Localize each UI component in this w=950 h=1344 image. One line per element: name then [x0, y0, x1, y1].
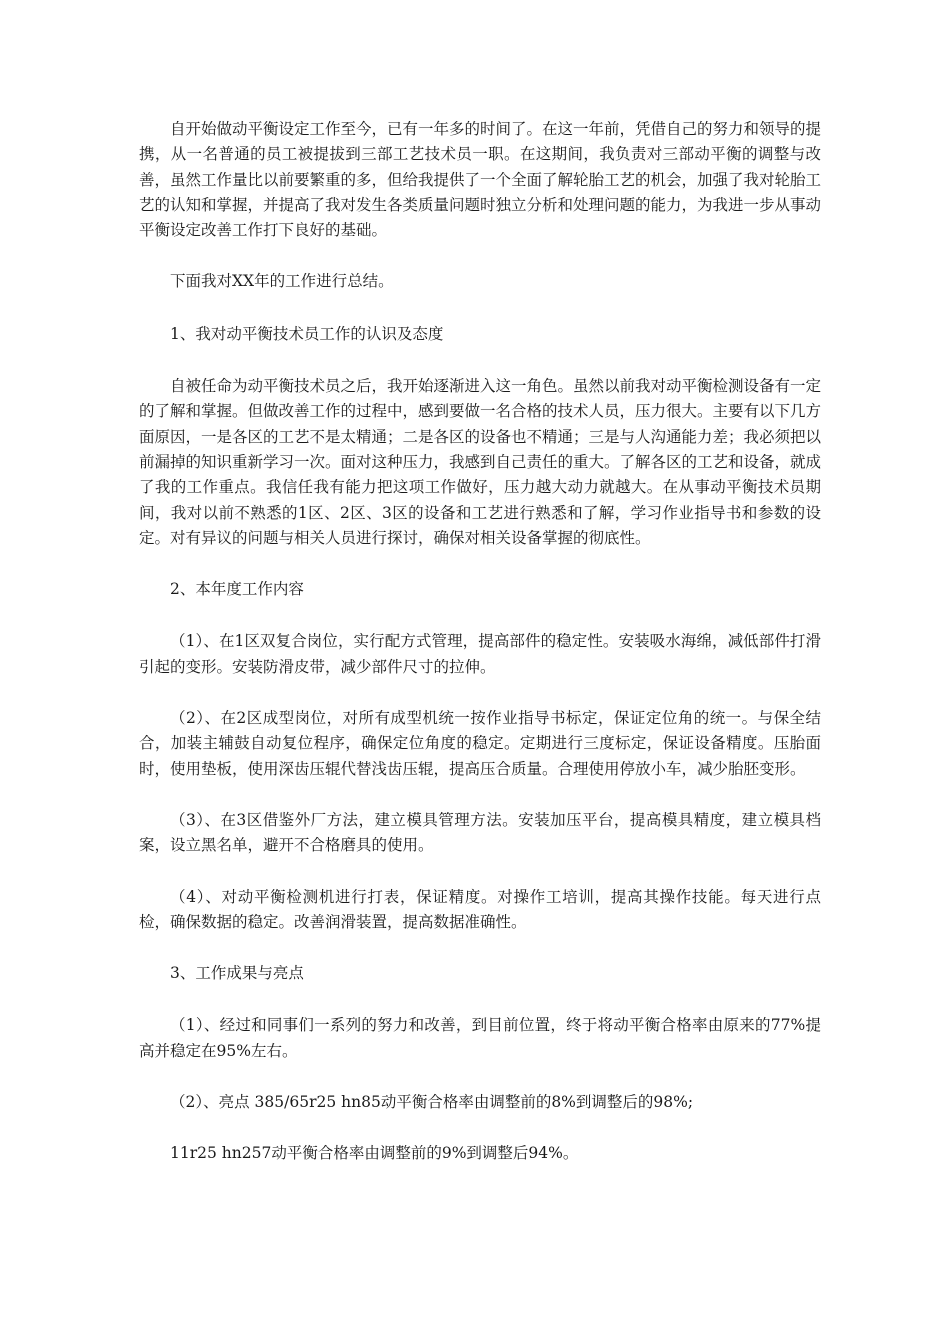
section-heading-1: 1、我对动平衡技术员工作的认识及态度	[170, 324, 444, 343]
summary-intro-line: 下面我对XX年的工作进行总结。	[170, 272, 394, 291]
intro-paragraph: 自开始做动平衡设定工作至今，已有一年多的时间了。在这一年前，凭借自己的努力和领导的提携，从一名普通的员工被提拔到三部工艺技术员一职。在这期间，我负责对三部动平衡的调整与改善，虽然工作量比以前要繁重的多，但给我提供了一个全面了解轮胎工艺的机会，加强了我对轮胎工艺的认知和掌握，并提高了我对发生各类质量问题时独立分析和处理问题的能力，为我进一步从事动平衡设定改善工作打下良好的基础。	[139, 120, 822, 240]
result-item-2: （2）、亮点 385/65r25 hn85动平衡合格率由调整前的8%到调整后的98%;	[170, 1093, 694, 1112]
section-1-paragraph: 自被任命为动平衡技术员之后，我开始逐渐进入这一角色。虽然以前我对动平衡检测设备有一定的了解和掌握。但做改善工作的过程中，感到要做一名合格的技术人员，压力很大。主要有以下几方面原因，一是各区的工艺不是太精通；二是各区的设备也不精通；三是与人沟通能力差；我必须把以前漏掉的知识重新学习一次。面对这种压力，我感到自己责任的重大。了解各区的工艺和设备，就成了我的工作重点。我信任我有能力把这项工作做好，压力越大动力就越大。在从事动平衡技术员期间，我对以前不熟悉的1区、2区、3区的设备和工艺进行熟悉和了解，学习作业指导书和参数的设定。对有异议的问题与相关人员进行探讨，确保对相关设备掌握的彻底性。	[139, 377, 822, 547]
section-heading-2: 2、本年度工作内容	[170, 580, 304, 599]
work-item-4: （4）、对动平衡检测机进行打表，保证精度。对操作工培训，提高其操作技能。每天进行点检，确保数据的稳定。改善润滑装置，提高数据准确性。	[139, 887, 821, 931]
work-item-3: （3）、在3区借鉴外厂方法，建立模具管理方法。安装加压平台，提高模具精度，建立模具档案，设立黑名单，避开不合格磨具的使用。	[139, 810, 821, 855]
section-heading-3: 3、工作成果与亮点	[170, 964, 304, 983]
document-body	[139, 117, 821, 1193]
result-item-2-continued: 11r25 hn257动平衡合格率由调整前的9%到调整后94%。	[170, 1144, 579, 1163]
work-item-1: （1）、在1区双复合岗位，实行配方式管理，提高部件的稳定性。安装吸水海绵，减低部件打滑引起的变形。安装防滑皮带，减少部件尺寸的拉伸。	[139, 632, 821, 676]
work-item-2: （2）、在2区成型岗位，对所有成型机统一按作业指导书标定，保证定位角的统一。与保全结合，加装主辅鼓自动复位程序，确保定位角度的稳定。定期进行三度标定，保证设备精度。压胎面时，使用垫板，使用深齿压辊代替浅齿压辊，提高压合质量。合理使用停放小车，减少胎胚变形。	[139, 709, 821, 778]
result-item-1: （1）、经过和同事们一系列的努力和改善，到目前位置，终于将动平衡合格率由原来的77%提高并稳定在95%左右。	[139, 1016, 821, 1060]
